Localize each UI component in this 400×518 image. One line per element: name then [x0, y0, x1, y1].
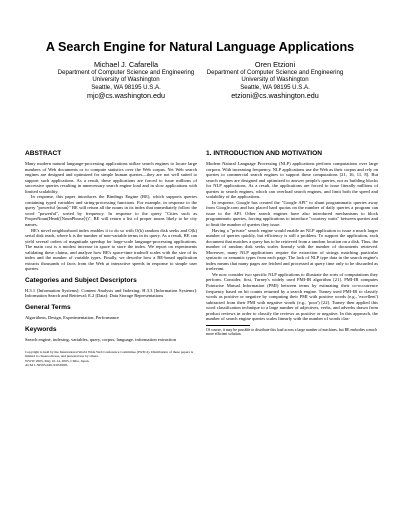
general-terms-text: Algorithms, Design, Experimentation, Performance — [25, 315, 119, 321]
keywords-heading: Keywords — [25, 325, 57, 333]
abstract-paragraph: Many modern natural language-processing applications utilize search engines to locate large numbers of Web documents or to compute statistics over the Web corpus. Yet Web search engines are designed and optimized for simple human queries—they are not well suited to support such applications. As a result, these applications are forced to issue millions of successive queries resulting in unnecessary search engine load and in slow applications with limited scalability. — [25, 161, 197, 194]
general-terms-heading: General Terms — [25, 304, 71, 312]
author-address: Seattle, WA 98195 U.S.A. — [91, 83, 161, 91]
left-column — [25, 150, 197, 367]
author-block — [195, 60, 355, 100]
footnote-rule — [206, 325, 250, 326]
copyright-notice — [25, 350, 197, 367]
author-name: Oren Etzioni — [254, 60, 296, 69]
categories-text: H.3.1 [Information Systems]: Content Analysis and Indexing; H.3.3 [Information Systems]: Information Search and Retrieval; E.2 [Data]: Data Storage Representations — [25, 287, 197, 299]
body-paragraph: Having a "private" search engine would enable an NLP application to issue a much larger number of queries quickly, but efficiency is still a problem. To support the application, each document that matches a query has to be retrieved from a random location on a disk. Thus, the number of random disk seeks scales linearly with the number of documents retrieved. Moreover, many NLP applications require the extraction of strings matching particular syntactic or semantic types from each page. The lack of NLP type data in the search engine's index means that many pages are fetched and processed at query time only to be discarded as irrelevant. — [206, 227, 378, 272]
copyright-line: ACM 1-59593-046-9/05/0005. — [25, 362, 69, 367]
body-paragraph: We now consider two specific NLP applications to illustrate the sorts of computations they perform. Consider, first, Turney's widely used PMI-IR algorithm [21]. PMI-IR computes Pointwise Mutual Information (PMI) between terms by estimating their co-occurrence frequency based on hit counts returned by a search engine. Turney used PMI-IR to classify words as positive or negative by computing their PMI with positive words (e.g., 'excellent') subtracted from their PMI with negative words (e.g., 'poor') [22]. Turney then applied this word classification technique to a large number of adjectives, verbs, and adverbs drawn from product reviews in order to classify the reviews as positive or negative. In this approach, the number of search engine queries scales linearly with the number of words clas- — [206, 271, 378, 322]
abstract-heading: ABSTRACT — [25, 150, 62, 157]
author-department: Department of Computer Science and Engineering — [57, 69, 195, 76]
right-column — [206, 150, 378, 337]
author-address: Seattle, WA 98195 U.S.A. — [240, 83, 310, 91]
footnote: Of course, it may be possible to distribute this load across a large number of machines, but BE embodies a much more efficient solution. — [206, 327, 377, 337]
keywords-text: Search engine, indexing, variables, query, corpus, language, information extraction — [25, 336, 176, 342]
section-heading: 1. INTRODUCTION AND MOTIVATION — [206, 150, 322, 157]
copyright-line: Copyright is held by the International World Wide Web Conference Committee (IW3C2). Distribution of these papers is limited to classroom use, and personal use by others. — [25, 350, 194, 359]
abstract-paragraph: In response, this paper introduces the Bindings Engine (BE), which supports queries containing typed variables and string-processing functions. For example, in response to the query "powerful ⟨noun⟩" BE will return all the nouns in its index that immediately follow the word "powerful", sorted by frequency. In response to the query "Cities such as ProperNoun(Head(⟨NounPhrase⟩))", BE will return a list of proper nouns likely to be city names. — [25, 194, 197, 228]
author-block — [46, 60, 206, 100]
author-email: mjc@cs.washington.edu — [86, 90, 165, 100]
body-paragraph: In response, Google has created the "Google API" to shunt programmatic queries away from Google.com and has placed hard quotas on the number of daily queries a program can issue to the API. Other search engines have also introduced mechanisms to block programmatic queries, forcing applications to introduce "courtesy waits" between queries and to limit the number of queries they issue. — [206, 199, 378, 228]
author-email: etzioni@cs.washington.edu — [231, 90, 319, 100]
author-university: University of Washington — [241, 76, 309, 84]
author-university: University of Washington — [92, 76, 160, 84]
categories-heading: Categories and Subject Descriptors — [25, 276, 137, 284]
abstract-paragraph: BE's novel neighborhood index enables it to do so with O(k) random disk seeks and O(k) serial disk reads, where k is the number of non-variable terms in its query. As a result, BE can yield several orders of magnitude speedup for large-scale language-processing applications. The main cost is a modest increase in space to store the index. We report on experiments validating these claims, and analyze how BE's space-time tradeoff scales with the size of its index and the number of variable types. Finally, we describe how a BE-based application extracts thousands of facts from the Web at interactive speeds in response to simple user queries. — [25, 227, 197, 272]
author-department: Department of Computer Science and Engineering — [206, 69, 344, 76]
paper-title: A Search Engine for Natural Language Applications — [45, 40, 355, 54]
author-name: Michael J. Cafarella — [93, 60, 159, 69]
copyright-line: WWW 2005, May 10-14, 2005, Chiba, Japan. — [25, 358, 90, 363]
body-paragraph: Modern Natural Language Processing (NLP) applications perform computations over large corpora. With increasing frequency, NLP applications use the Web as their corpus and rely on queries to commercial search engines to support these computations [21, 16, 11, 8]. But search engines are designed and optimized to answer people's queries, not as building blocks for NLP applications. As a result, the applications are forced to issue literally millions of queries to search engines, which can overload search engines, and limit both the speed and scalability of the applications. — [206, 161, 378, 200]
